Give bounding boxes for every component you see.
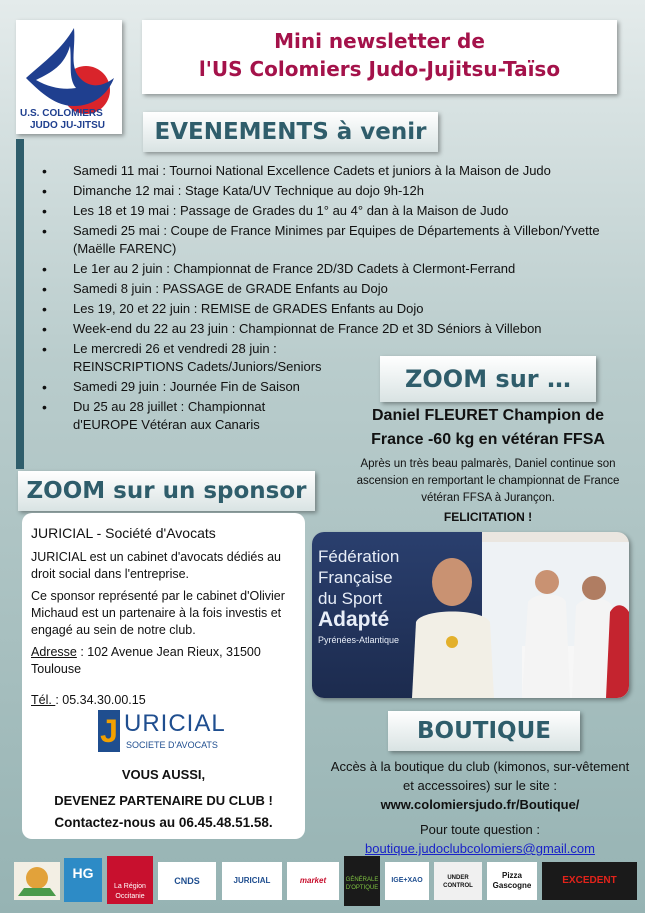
event-item: • Les 19, 20 et 22 juin : REMISE de GRADES Enfants au Dojo [38,300,638,318]
banner-line-1: Fédération [318,547,400,566]
sponsor-logo-juricial: JURICIAL [222,862,282,900]
event-item: • Samedi 29 juin : Journée Fin de Saison [38,378,363,396]
juricial-logo-letter: J [98,710,120,752]
event-item: • Le 1er au 2 juin : Championnat de France 2D/3D Cadets à Clermont-Ferrand [38,260,638,278]
banner-line-5: Pyrénées-Atlantique [318,635,400,645]
zoom-heading: ZOOM sur … [380,356,596,402]
cta-line-1: VOUS AUSSI, [121,767,206,782]
title-line-1: Mini newsletter de [274,29,485,53]
sponsor-logo-occitanie: La Région Occitanie [107,856,153,904]
event-item: • Les 18 et 19 mai : Passage de Grades du 1° au 4° dan à la Maison de Judo [38,202,638,220]
newsletter-title [142,20,617,94]
sponsor-p2: Ce sponsor représenté par le cabinet d'Olivier Michaud est un partenaire à la fois investis et engagé au sein de notre club. [31,589,285,637]
event-item: • Dimanche 12 mai : Stage Kata/UV Technique au dojo 9h-12h [38,182,638,200]
event-item: • Du 25 au 28 juillet : Championnat d'EUROPE Vétéran aux Canaris [38,398,308,434]
sponsor-logo-cnds: CNDS [158,862,216,900]
tel-label: Tél. [31,693,56,707]
zoom-name: Daniel FLEURET Champion de France -60 kg en vétéran FFSA [371,407,605,448]
logo-text-2: JUDO JU-JITSU [30,120,106,131]
sponsor-p1: JURICIAL est un cabinet d'avocats dédiés au droit social dans l'entreprise. [31,550,281,581]
shop-email-link[interactable]: boutique.judoclubcolomiers@gmail.com [365,841,595,856]
juricial-logo-sub: SOCIETE D'AVOCATS [126,740,218,750]
athlete-photo [312,532,629,698]
banner-line-2: Française [318,568,393,587]
sponsors-bar [0,852,645,913]
banner-line-3: du Sport [318,589,383,608]
shop-description: Accès à la boutique du club (kimonos, sur-vêtement et accessoires) sur le site : [330,759,630,793]
shop-heading: BOUTIQUE [388,711,580,751]
logo-text-1: U.S. COLOMIERS [20,108,103,119]
title-line-2: l'US Colomiers Judo-Jujitsu-Taïso [198,57,561,81]
event-item: • Samedi 11 mai : Tournoi National Excellence Cadets et juniors à la Maison de Judo [38,162,638,180]
event-item: • Le mercredi 26 et vendredi 28 juin : REINSCRIPTIONS Cadets/Juniors/Seniors [38,340,363,376]
sponsor-logo-excedent: EXCEDENT [542,862,637,900]
tel-value: : 05.34.30.00.15 [55,693,146,707]
shop-link[interactable]: www.colomiersjudo.fr/Boutique/ [380,797,580,812]
zoom-text [345,456,631,526]
athletes-figure-icon [412,542,629,698]
club-badge-icon [14,862,60,900]
sponsor-logo-generale-optique: GÉNÉRALE D'OPTIQUE [344,856,380,906]
sponsor-cta [22,765,305,810]
sponsor-logo-ige-xao: IGE+XAO [385,862,429,900]
shop-question: Pour toute question : [420,822,540,837]
events-heading: EVENEMENTS à venir [143,112,438,152]
zoom-congrats: FELICITATION ! [443,510,533,524]
sponsor-logo-under-control: UNDER CONTROL [434,862,482,900]
address-label: Adresse [31,645,77,659]
sponsor-tel [31,692,297,709]
sponsor-address [31,644,297,678]
sponsor-heading: ZOOM sur un sponsor [18,471,315,511]
sponsor-title: JURICIAL - Société d'Avocats [31,525,216,541]
sponsor-logo-hg: HG [64,858,102,902]
club-logo [16,20,122,134]
cta-line-2: DEVENEZ PARTENAIRE DU CLUB ! [54,793,273,808]
juricial-logo [98,708,243,758]
events-accent-bar [16,139,24,469]
event-item: • Week-end du 22 au 23 juin : Championnat de France 2D et 3D Séniors à Villebon [38,320,638,338]
zoom-description: Après un très beau palmarès, Daniel continue son ascension en remportant le championnat de France vétéran FFSA à Jurançon. [356,458,620,504]
sponsor-logo-market: market [287,862,339,900]
event-item: • Samedi 25 mai : Coupe de France Minimes par Equipes de Départements à Villebon/Yvette (Maëlle FARENC) [38,222,638,258]
shop-section [330,757,630,858]
sponsor-phone: Contactez-nous au 06.45.48.51.58. [54,815,273,830]
address-value: : 102 Avenue Jean Rieux, 31500 Toulouse [31,645,261,676]
juricial-logo-text: URICIAL [124,710,226,737]
event-item: • Samedi 8 juin : PASSAGE de GRADE Enfants au Dojo [38,280,638,298]
sponsor-logo-pizza: Pizza Gascogne [487,862,537,900]
banner-line-4: Adapté [318,608,390,631]
